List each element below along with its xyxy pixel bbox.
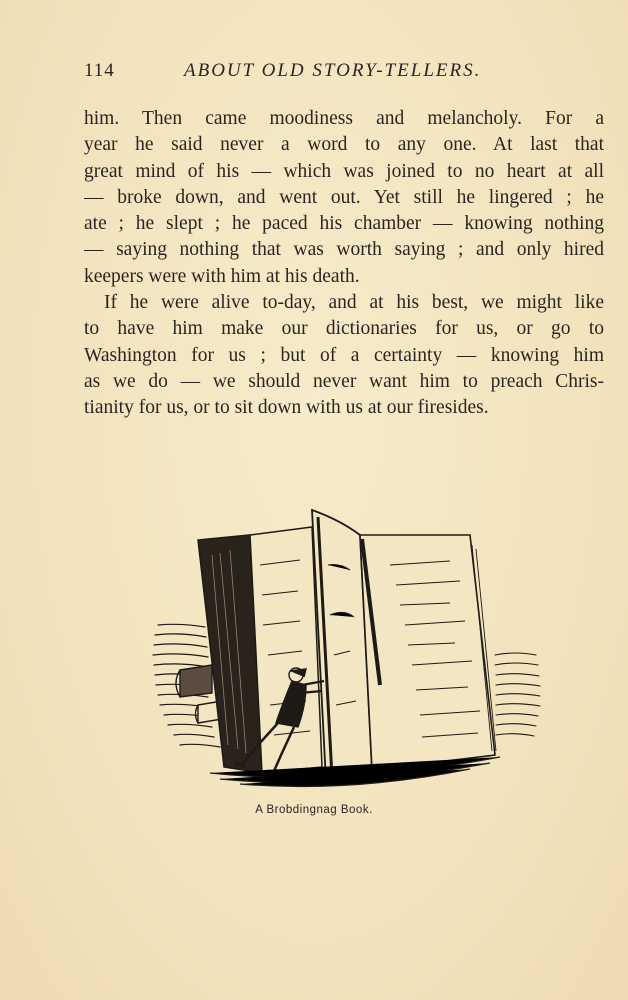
paragraph-2 <box>84 290 604 421</box>
running-title: ABOUT OLD STORY-TELLERS. <box>184 60 482 81</box>
text-line: — saying nothing that was worth saying ; and only hired <box>84 239 604 261</box>
text-line: him. Then came moodiness and melancholy. For a <box>84 108 604 129</box>
book-left-pages <box>250 527 322 773</box>
text-line: Washington for us ; but of a certainty — knowing him <box>84 344 604 366</box>
paragraph-1 <box>84 106 604 290</box>
text-line: year he said never a word to any one. At last that <box>84 134 604 156</box>
body-text <box>84 106 604 422</box>
text-line: — broke down, and went out. Yet still he lingered ; he <box>84 186 604 208</box>
figure-caption: A Brobdingnag Book. <box>255 804 373 816</box>
text-line: ate ; he slept ; he paced his chamber — knowing nothing <box>84 213 604 235</box>
page-number: 114 <box>84 60 115 81</box>
right-shading-hatch <box>495 653 540 736</box>
text-line: keepers were with him at his death. <box>84 265 360 287</box>
running-head <box>84 60 544 90</box>
brobdingnag-book-illustration <box>150 505 545 790</box>
text-line: tianity for us, or to sit down with us at our firesides. <box>84 397 489 419</box>
text-line: great mind of his — which was joined to no heart at all <box>84 160 604 182</box>
text-line: If he were alive to-day, and at his best, we might like <box>104 292 604 314</box>
text-line: as we do — we should never want him to preach Chris- <box>84 370 604 392</box>
text-line: to have him make our dictionaries for us, or go to <box>84 318 604 340</box>
